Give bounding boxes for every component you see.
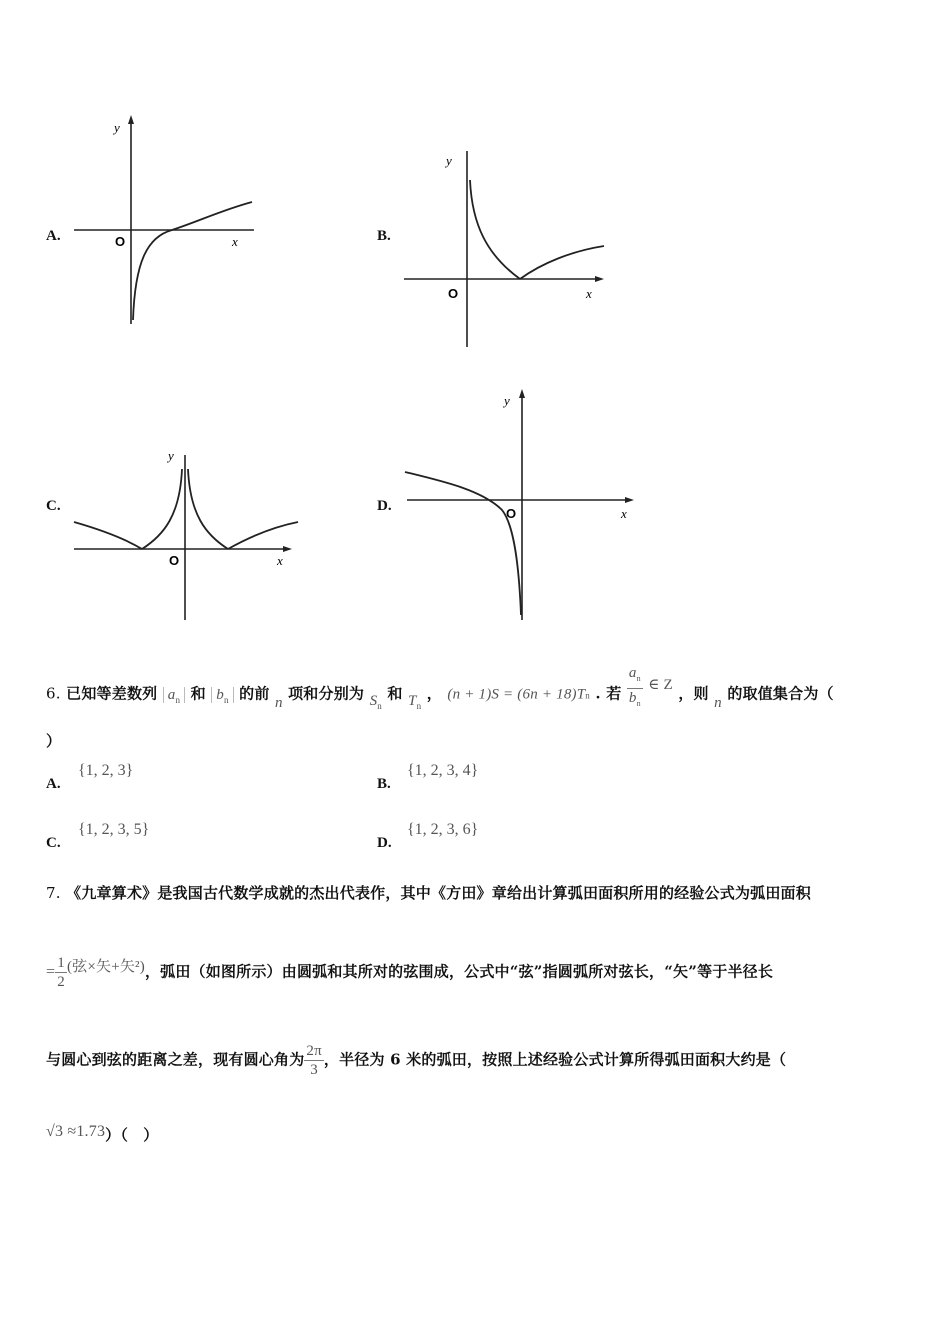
option-c-label[interactable]: C. [46,498,61,514]
q6-option-d-value: {1, 2, 3, 6} [407,821,479,838]
q6-line: 6. 已知等差数列 $a_n$ 和 $b_n$ 的前 n 项和分别为 $S_n$ 和 $T_n$ ， (n + 1)S = (6n + 18)Tn . 若 $\frac{a_n}{b_n}$ ∈ Z ，则 n 的取值集合为（ [46,670,834,719]
seq-b: $b_n$ [211,687,233,703]
q6-text: . [595,684,601,703]
q7-line-3 [46,1042,786,1079]
formula-half: $\frac{1}{2}$ [57,955,65,990]
option-d-label[interactable]: D. [377,498,392,514]
option-a-label[interactable]: A. [46,228,61,244]
sum-s: $S_n$ [369,692,382,711]
y-axis-label: y [446,153,452,168]
q6-text: 的取值集合为（ [727,684,834,703]
q6-text: 和 [387,684,403,703]
q7-answer-paren[interactable]: ）（ ） [105,1126,159,1144]
q6-text: 的前 [239,684,270,703]
q7-line-2 [46,954,773,991]
q6-text: ，则 [678,684,709,703]
q6-text: 项和分别为 [288,684,365,703]
y-axis-label: y [168,448,174,463]
seq-a: $a_n$ [163,687,185,703]
q7-line-4 [46,1124,158,1145]
q7-text: 与圆心到弦的距离之差，现有圆心角为 [46,1050,305,1069]
q6-close-paren: ） [46,732,62,750]
q7-text: ，半径为 6 米的弧田，按照上述经验公式计算所得弧田面积大约是（ [323,1050,787,1069]
q6-option-c-value: {1, 2, 3, 5} [78,821,150,838]
x-axis-label: x [277,553,283,568]
q7-text: ，弧田（如图所示）由圆弧和其所对的弦围成，公式中“弦”指圆弧所对弦长，“矢”等于半径长 [144,962,774,981]
origin-label: O [448,286,459,301]
var-n: n [274,694,283,711]
x-axis-label: x [232,234,238,249]
sqrt-approx: √3 ≈1.73 [46,1123,106,1140]
q6-equation: (n + 1)S = (6n + 18)T [447,686,586,703]
q6-option-a-value: {1, 2, 3} [78,762,134,779]
q6-option-b-value: {1, 2, 3, 4} [407,762,479,779]
q7-text: 《九章算术》是我国古代数学成就的杰出代表作，其中《方田》章给出计算弧田面积所用的经验公式为弧田面积 [66,884,811,902]
in-z: ∈ Z [648,676,673,693]
formula-body: (弦×矢+矢²) [66,958,145,975]
var-n: n [714,694,722,711]
graph-d [402,385,642,623]
q6-option-d-label[interactable]: D. [377,835,392,851]
origin-label: O [115,234,126,249]
angle-fraction: $\frac{2\pi}{3}$ [306,1043,322,1078]
q6-option-a-label[interactable]: A. [46,776,61,792]
q6-number: 6. [46,684,61,703]
option-b-label[interactable]: B. [377,228,391,244]
graph-a [72,112,262,327]
q7-number: 7. [46,884,61,902]
q6-option-c-label[interactable]: C. [46,835,61,851]
q6-text: 若 [606,684,622,703]
q7-line-1 [46,882,811,903]
q6-text: 已知等差数列 [66,684,158,703]
y-axis-label: y [114,120,120,135]
ratio-fraction: $\frac{a_n}{b_n}$ [628,665,641,708]
formula-eq: = [46,963,56,981]
graph-c [72,445,302,623]
origin-label: O [169,553,180,568]
q6-text: 和 [190,684,206,703]
y-axis-label: y [504,393,510,408]
x-axis-label: x [586,286,592,301]
q6-text: ， [426,684,442,703]
q6-option-b-label[interactable]: B. [377,776,391,792]
sum-t: $T_n$ [408,692,422,711]
graph-b [402,145,612,350]
x-axis-label: x [621,506,627,521]
origin-label: O [506,506,517,521]
